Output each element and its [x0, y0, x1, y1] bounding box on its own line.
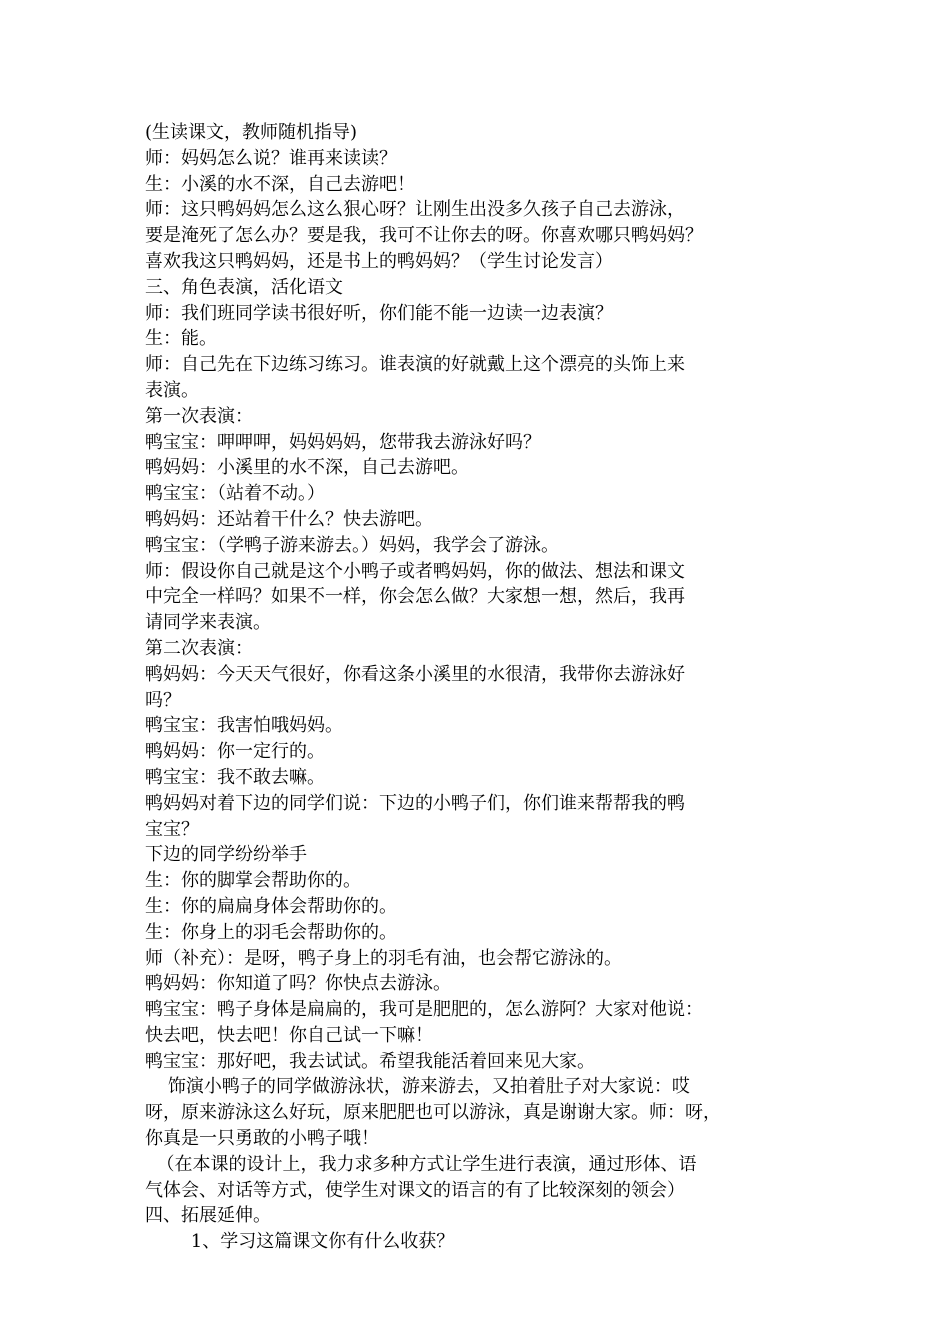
- text-line: 下边的同学纷纷举手: [145, 844, 307, 866]
- section-heading: 四、拓展延伸。: [145, 1205, 271, 1227]
- text-line: 师：假设你自己就是这个小鸭子或者鸭妈妈，你的做法、想法和课文: [145, 560, 685, 582]
- section-heading: 三、角色表演，活化语文: [145, 276, 343, 298]
- text-line: 鸭妈妈：你知道了吗？你快点去游泳。: [145, 973, 451, 995]
- text-line: 鸭宝宝：那好吧，我去试试。希望我能活着回来见大家。: [145, 1050, 595, 1072]
- text-line: 鸭宝宝：呷呷呷，妈妈妈妈，您带我去游泳好吗？: [145, 431, 541, 453]
- text-line: 吗？: [145, 689, 181, 711]
- text-line: 生：你的扁扁身体会帮助你的。: [145, 895, 397, 917]
- text-line: 呀，原来游泳这么好玩，原来肥肥也可以游泳，真是谢谢大家。师：呀，: [145, 1102, 721, 1124]
- text-line: 师：我们班同学读书很好听，你们能不能一边读一边表演？: [145, 302, 613, 324]
- document-body: [145, 120, 825, 1255]
- text-line: 师：妈妈怎么说？谁再来读读？: [145, 147, 397, 169]
- text-line: 快去吧，快去吧！你自己试一下嘛！: [145, 1024, 433, 1046]
- text-line: 饰演小鸭子的同学做游泳状，游来游去，又拍着肚子对大家说：哎: [145, 1076, 690, 1098]
- text-line: 师：这只鸭妈妈怎么这么狠心呀？让刚生出没多久孩子自己去游泳，: [145, 199, 685, 221]
- text-line: 生：你身上的羽毛会帮助你的。: [145, 921, 397, 943]
- text-line: 第二次表演：: [145, 637, 253, 659]
- text-line: （在本课的设计上，我力求多种方式让学生进行表演，通过形体、语: [145, 1153, 697, 1175]
- text-line: 鸭妈妈：你一定行的。: [145, 741, 325, 763]
- text-line: 鸭妈妈：小溪里的水不深，自己去游吧。: [145, 457, 469, 479]
- text-line: 表演。: [145, 379, 199, 401]
- text-line: 鸭宝宝：鸭子身体是扁扁的，我可是肥肥的，怎么游阿？大家对他说：: [145, 999, 703, 1021]
- text-line: 鸭妈妈：还站着干什么？快去游吧。: [145, 508, 433, 530]
- text-line: 生：你的脚掌会帮助你的。: [145, 870, 361, 892]
- text-line: 气体会、对话等方式，使学生对课文的语言的有了比较深刻的领会）: [145, 1179, 685, 1201]
- text-line: 鸭宝宝：（站着不动。）: [145, 483, 325, 505]
- text-line: 第一次表演：: [145, 405, 253, 427]
- text-line: 中完全一样吗？如果不一样，你会怎么做？大家想一想，然后，我再: [145, 586, 685, 608]
- text-line: 生：能。: [145, 328, 217, 350]
- text-line: (生读课文，教师随机指导): [145, 122, 358, 143]
- text-line: 喜欢我这只鸭妈妈，还是书上的鸭妈妈？（学生讨论发言）: [145, 250, 613, 272]
- text-line: 鸭宝宝：我不敢去嘛。: [145, 766, 325, 788]
- text-line: 鸭妈妈：今天天气很好，你看这条小溪里的水很清，我带你去游泳好: [145, 663, 685, 685]
- text-line: 生：小溪的水不深，自己去游吧！: [145, 173, 415, 195]
- text-line: 你真是一只勇敢的小鸭子哦！: [145, 1128, 379, 1150]
- text-line: 鸭妈妈对着下边的同学们说：下边的小鸭子们，你们谁来帮帮我的鸭: [145, 792, 685, 814]
- text-line: 师：自己先在下边练习练习。谁表演的好就戴上这个漂亮的头饰上来: [145, 354, 685, 376]
- text-line: 师（补充）：是呀，鸭子身上的羽毛有油，也会帮它游泳的。: [145, 947, 622, 969]
- text-line: 请同学来表演。: [145, 612, 271, 634]
- text-line: 鸭宝宝：我害怕哦妈妈。: [145, 715, 343, 737]
- text-line: 鸭宝宝：（学鸭子游来游去。）妈妈，我学会了游泳。: [145, 534, 559, 556]
- text-line: 宝宝？: [145, 818, 199, 840]
- text-line: 1、学习这篇课文你有什么收获？: [145, 1231, 455, 1253]
- text-line: 要是淹死了怎么办？要是我，我可不让你去的呀。你喜欢哪只鸭妈妈？: [145, 225, 703, 247]
